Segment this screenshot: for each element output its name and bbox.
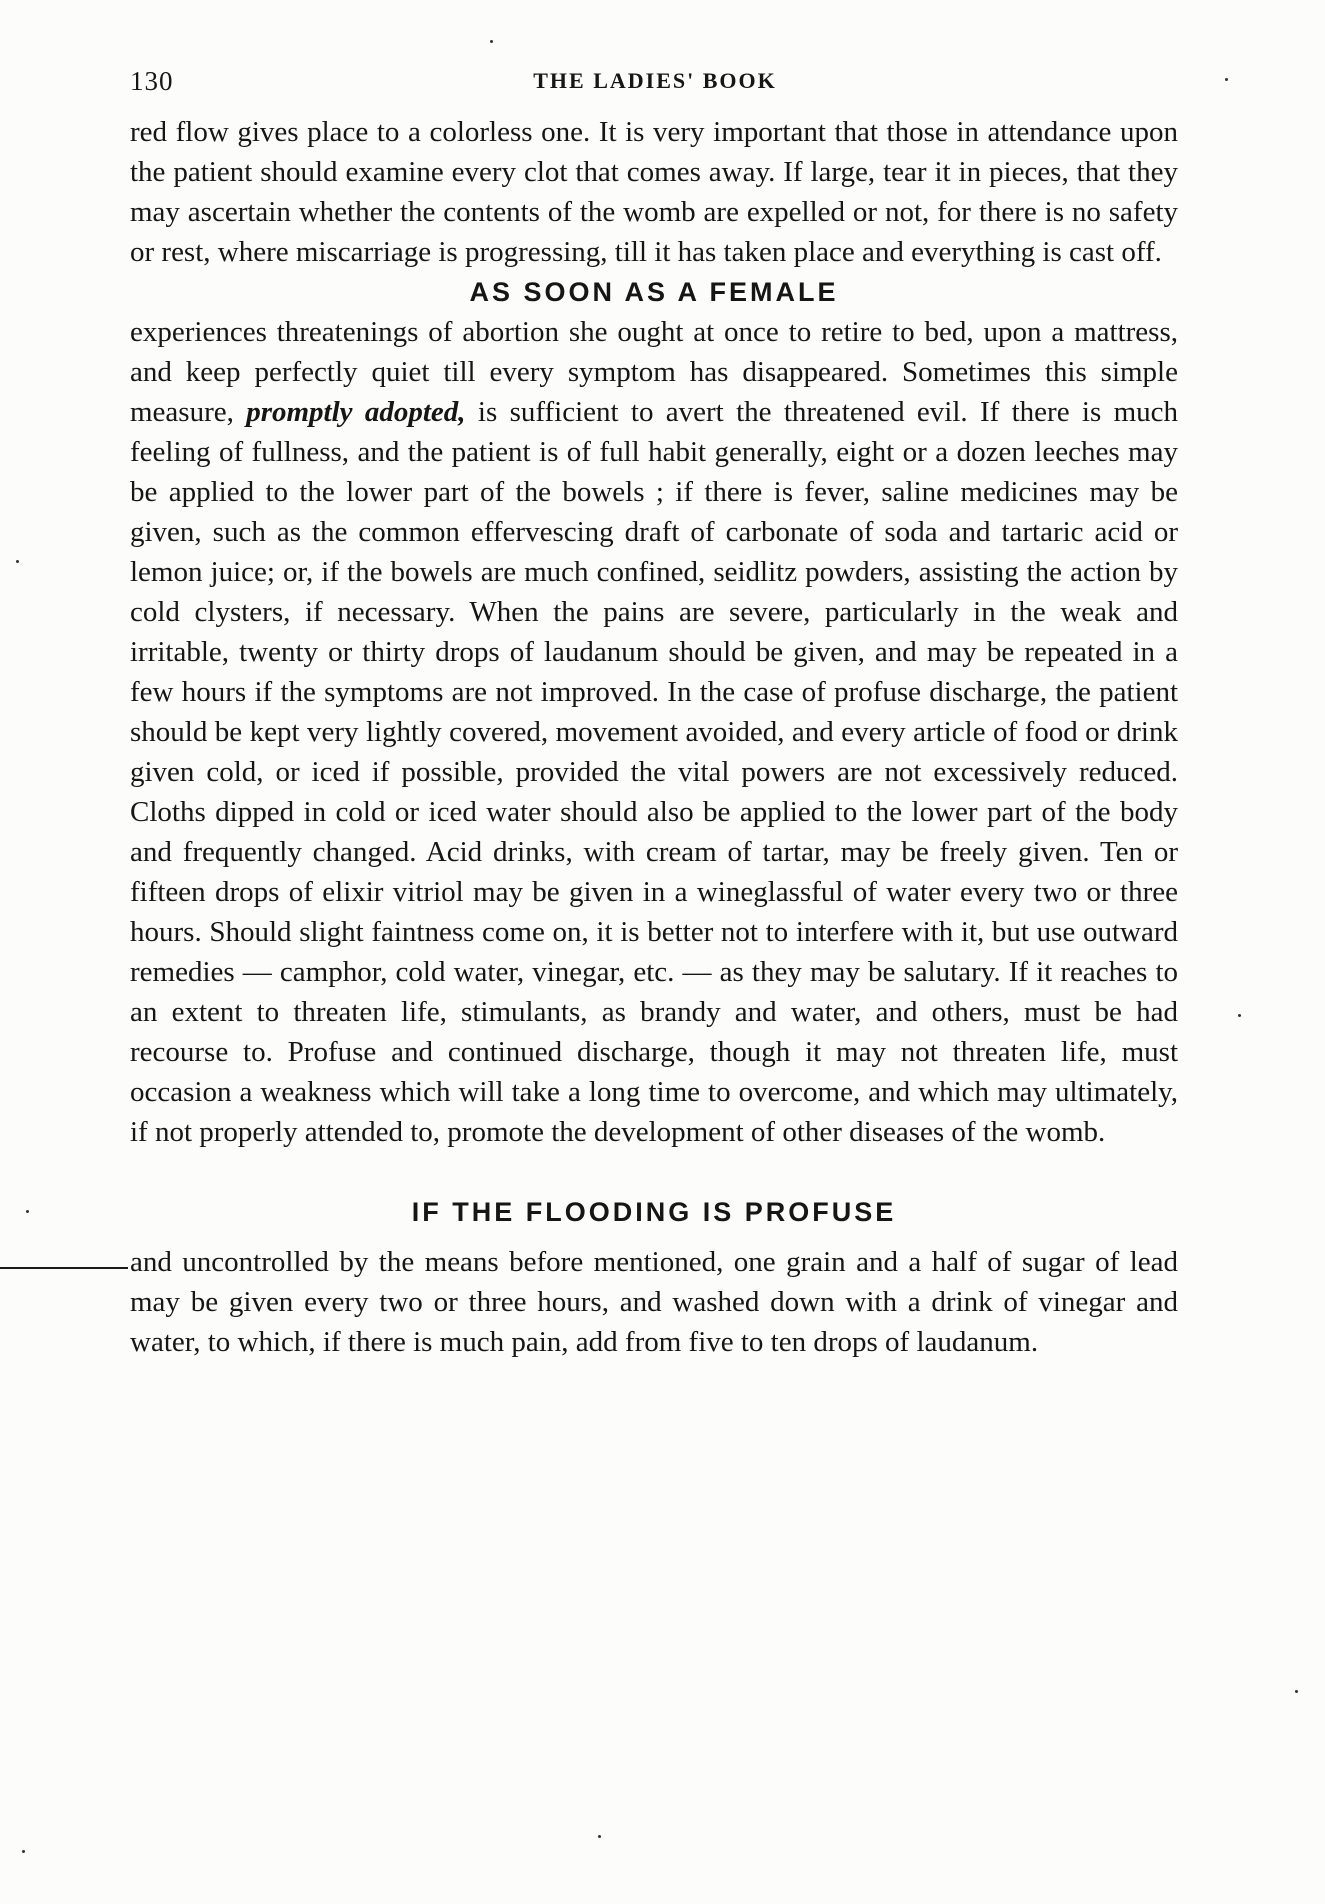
- scan-speck: [598, 1835, 601, 1838]
- scan-speck: [1238, 1014, 1241, 1017]
- page-header: [130, 66, 1180, 106]
- page-number: 130: [130, 66, 174, 96]
- paragraph-continued: red flow gives place to a colorless one. It is very important that those in attendance upon the patient should examine every clot that comes away. If large, tear it in pieces, that they may ascertain whether the contents of the womb are expelled or not, for there is no safety or rest, where miscarriage is progressing, till it has taken place and everything is cast off.: [130, 116, 1178, 268]
- section-heading-flooding: IF THE FLOODING IS PROFUSE: [411, 1197, 897, 1227]
- paragraph-flooding: and uncontrolled by the means before mentioned, one grain and a half of sugar of lead may be given every two or three hours, and washed down with a drink of vinegar and water, to which, if there is much pain, add from five to ten drops of laudanum.: [130, 1246, 1178, 1358]
- body-text: [130, 112, 1178, 1362]
- scan-speck: [26, 1210, 29, 1213]
- scan-speck: [1225, 78, 1228, 81]
- section-heading-as-soon-as-a-female: AS SOON AS A FEMALE: [469, 277, 839, 307]
- running-head: THE LADIES' BOOK: [533, 68, 777, 93]
- paragraph-female-start: experiences threatenings of abortion she ought at once to retire to bed, upon a mattress, and keep perfectly quiet till every symptom has disappeared. Sometimes this simple measure,: [130, 316, 1178, 428]
- stray-scan-mark: [0, 1267, 128, 1269]
- scan-speck: [22, 1850, 25, 1853]
- scan-speck: [16, 560, 19, 563]
- paragraph-female: [130, 312, 1178, 1152]
- emphasis-promptly-adopted: promptly adopted,: [246, 396, 466, 428]
- scan-speck: [490, 40, 493, 43]
- paragraph-female-rest: is sufficient to avert the threatened evil. If there is much feeling of fullness, and the patient is of full habit generally, eight or a dozen leeches may be applied to the lower part of the bowels ; if there is fever, saline medicines may be given, such as the common effervescing draft of carbonate of soda and tartaric acid or lemon juice; or, if the bowels are much confined, seidlitz powders, assisting the action by cold clysters, if necessary. When the pains are severe, particularly in the weak and irritable, twenty or thirty drops of laudanum should be given, and may be repeated in a few hours if the symptoms are not improved. In the case of profuse discharge, the patient should be kept very lightly covered, movement avoided, and every article of food or drink given cold, or iced if possible, provided the vital powers are not excessively reduced. Cloths dipped in cold or iced water should also be applied to the lower part of the body and frequently changed. Acid drinks, with cream of tartar, may be freely given. Ten or fifteen drops of elixir vitriol may be given in a wineglassful of water every two or three hours. Should slight faintness come on, it is better not to interfere with it, but use outward remedies — camphor, cold water, vinegar, etc. — as they may be salutary. If it reaches to an extent to threaten life, stimulants, as brandy and water, and others, must be had recourse to. Profuse and continued discharge, though it may not threaten life, must occasion a weakness which will take a long time to overcome, and which may ultimately, if not properly attended to, promote the development of other diseases of the womb.: [130, 396, 1179, 1148]
- scan-speck: [1295, 1690, 1298, 1693]
